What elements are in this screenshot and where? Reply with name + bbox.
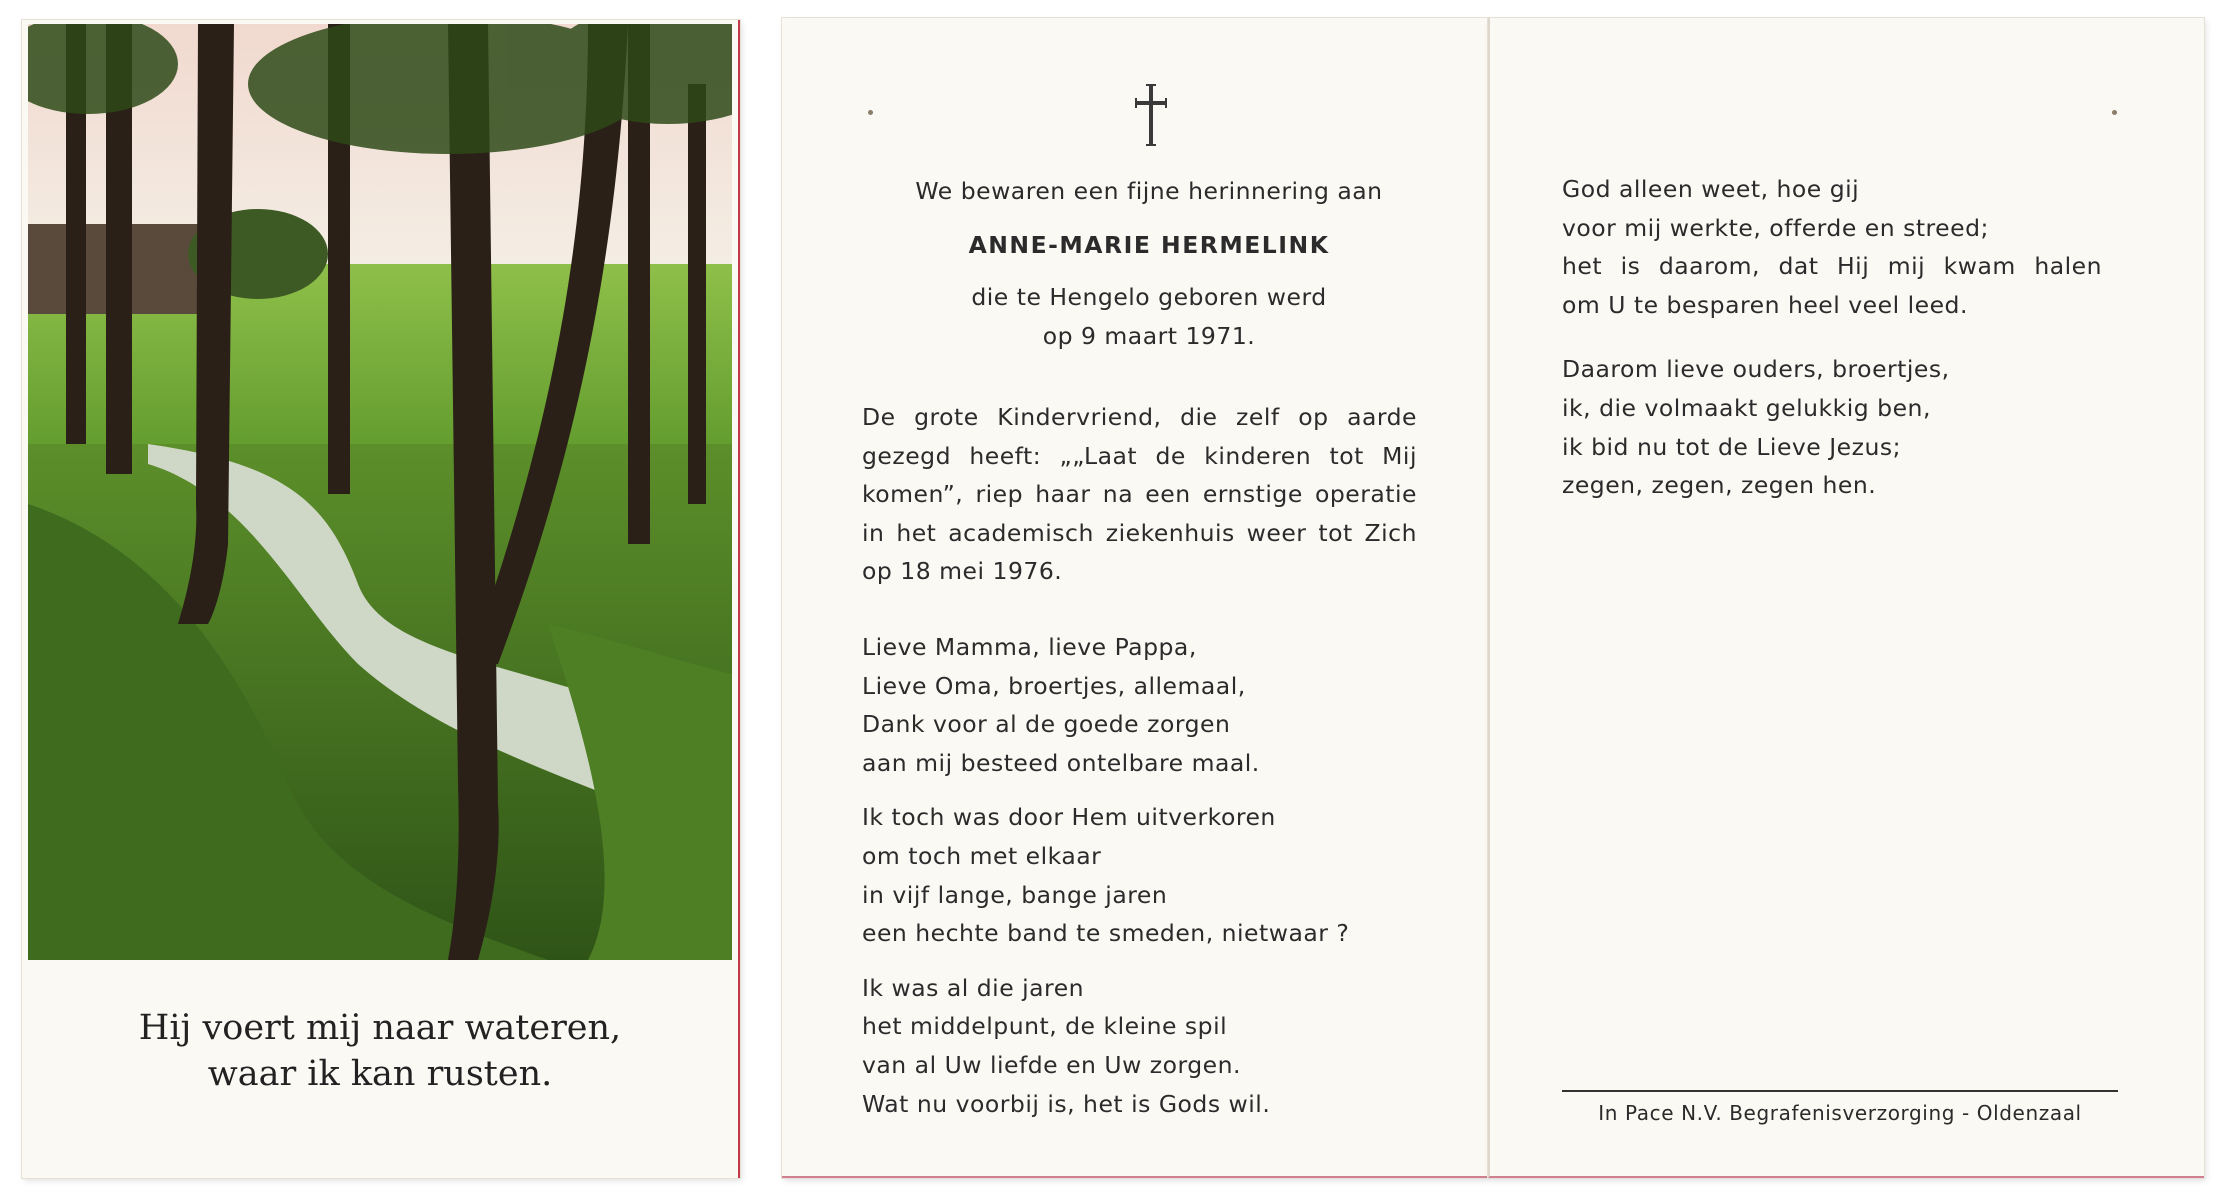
inside-left-page xyxy=(782,18,1488,1178)
memorial-paragraph xyxy=(862,398,1417,591)
birth-info xyxy=(854,278,1444,355)
poem-line: het middelpunt, de kleine spil xyxy=(862,1012,1228,1041)
poem-line: Dank voor al de goede zorgen xyxy=(862,710,1231,739)
funeral-home-footer: In Pace N.V. Begrafenisverzorging - Oldenzaal xyxy=(1598,1101,2082,1125)
paragraph-line: op 18 mei 1976. xyxy=(862,557,1063,586)
poem-line: Wat nu voorbij is, het is Gods wil. xyxy=(862,1089,1271,1118)
poem-line: Ik was al die jaren xyxy=(862,973,1085,1002)
poem-stanza xyxy=(862,969,1422,1123)
front-card xyxy=(22,20,740,1178)
inside-right-page xyxy=(1488,18,2204,1178)
birth-line: die te Hengelo geboren werd xyxy=(971,283,1327,311)
birth-line: op 9 maart 1971. xyxy=(1042,321,1256,350)
paragraph-line: De grote Kindervriend, die zelf op aarde xyxy=(862,403,1417,431)
poem-line: ik bid nu tot de Lieve Jezus; xyxy=(1562,432,1902,461)
paragraph-line: gezegd heeft: „„Laat de kinderen tot Mij xyxy=(862,441,1417,470)
poem-line: Lieve Oma, broertjes, allemaal, xyxy=(862,671,1246,700)
poem-line: om U te besparen heel veel leed. xyxy=(1562,290,1968,319)
poem-line: Daarom lieve ouders, broertjes, xyxy=(1562,355,1950,384)
punch-dot xyxy=(2112,110,2117,115)
poem-line: het is daarom, dat Hij mij kwam halen xyxy=(1562,252,2102,281)
cross-icon xyxy=(1134,83,1168,149)
poem-stanza xyxy=(862,628,1422,782)
punch-dot xyxy=(868,110,873,115)
deceased-name: ANNE-MARIE HERMELINK xyxy=(968,231,1330,259)
footer-divider xyxy=(1562,1090,2118,1092)
poem-line: ik, die volmaakt gelukkig ben, xyxy=(1562,393,1931,422)
poem-line: in vijf lange, bange jaren xyxy=(862,880,1168,909)
poem-right xyxy=(1562,170,2102,505)
poem-line: Lieve Mamma, lieve Pappa, xyxy=(862,633,1197,661)
poem-line: aan mij besteed ontelbare maal. xyxy=(862,748,1260,777)
paragraph-line: in het academisch ziekenhuis weer tot Zich xyxy=(862,518,1417,547)
poem-line: God alleen weet, hoe gij xyxy=(1562,175,1860,203)
intro-line: We bewaren een fijne herinnering aan xyxy=(915,177,1383,205)
poem-line: om toch met elkaar xyxy=(862,841,1102,870)
poem-line: een hechte band te smeden, nietwaar ? xyxy=(862,919,1350,948)
poem-line: zegen, zegen, zegen hen. xyxy=(1562,471,1877,500)
poem-stanza xyxy=(1562,350,2102,504)
front-caption xyxy=(22,1005,738,1097)
paragraph-line: komen”, riep haar na een ernstige operatie xyxy=(862,480,1417,509)
poem-stanza xyxy=(862,798,1422,952)
poem-stanza xyxy=(1562,170,2102,324)
caption-line: waar ik kan rusten. xyxy=(207,1054,553,1094)
landscape-illustration xyxy=(28,24,732,960)
poem-left xyxy=(862,628,1422,1139)
poem-line: van al Uw liefde en Uw zorgen. xyxy=(862,1050,1242,1079)
landscape-photo xyxy=(28,24,732,960)
poem-line: voor mij werkte, offerde en streed; xyxy=(1562,213,1989,242)
poem-line: Ik toch was door Hem uitverkoren xyxy=(862,803,1276,832)
caption-line: Hij voert mij naar wateren, xyxy=(138,1008,622,1048)
